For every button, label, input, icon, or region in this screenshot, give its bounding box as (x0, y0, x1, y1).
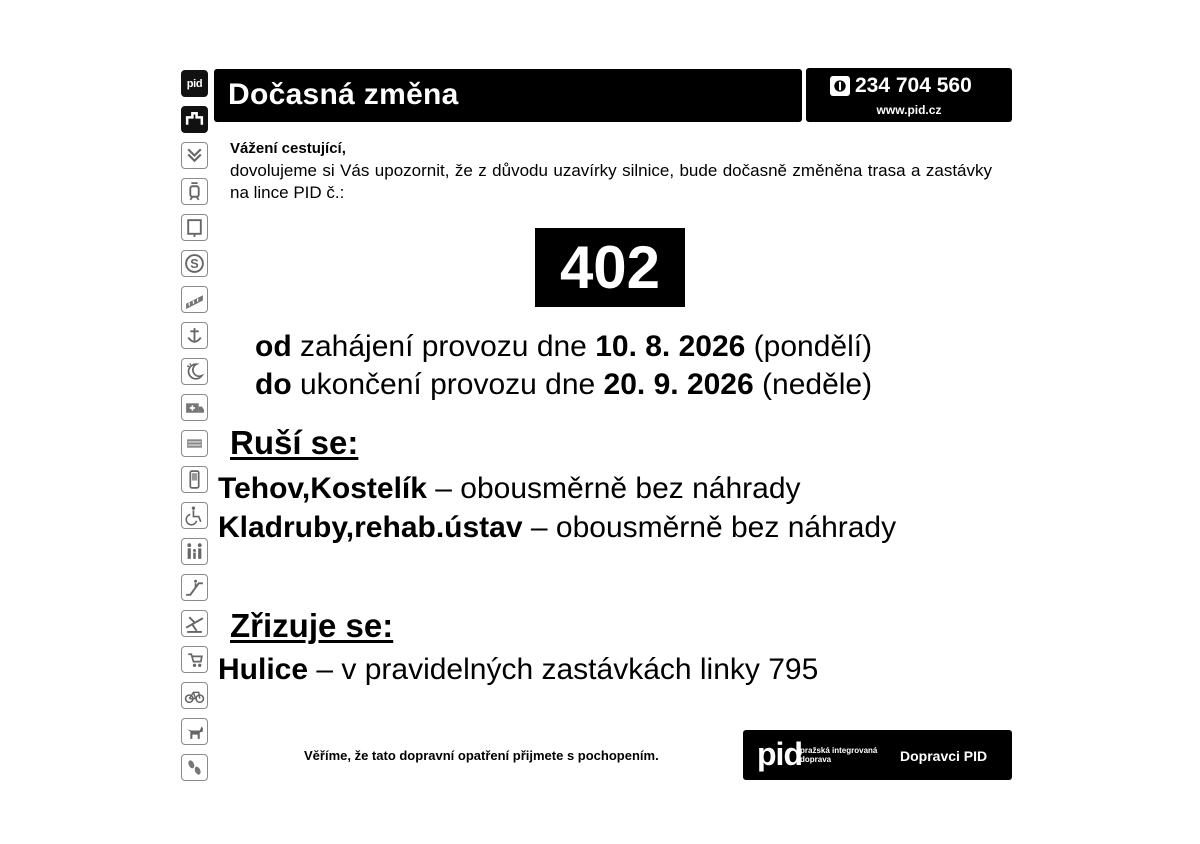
metro-icon (181, 142, 208, 169)
established-note: – v pravidelných zastávkách linky 795 (308, 653, 819, 686)
sign-icon (181, 430, 208, 457)
tariff-s-icon (181, 250, 208, 277)
pid-logo-subtitle (800, 746, 877, 764)
contact-box (806, 68, 1012, 122)
train-icon (181, 286, 208, 313)
airplane-icon (181, 610, 208, 637)
footer-note: Věříme, že tato dopravní opatření přijmete s pochopením. (304, 748, 659, 763)
title-bar (214, 69, 802, 122)
ambulance-icon (181, 394, 208, 421)
established-item (218, 651, 978, 689)
bus-stop-icon (181, 214, 208, 241)
date-to-row (255, 366, 872, 404)
cancelled-stop: Kladruby,rehab.ústav (218, 511, 523, 544)
stroller-icon (181, 646, 208, 673)
line-number-badge: 402 (535, 228, 685, 307)
pid-subtitle-line-1: pražská integrovaná (800, 746, 878, 755)
cancelled-item (218, 470, 918, 508)
cancelled-note: – obousměrně bez náhrady (522, 511, 897, 544)
dog-icon (181, 718, 208, 745)
info-phone-icon (830, 76, 850, 96)
cancelled-item (218, 509, 898, 547)
tram-icon (181, 178, 208, 205)
validity-dates (255, 328, 872, 404)
phone-device-icon (181, 466, 208, 493)
from-date: 10. 8. 2026 (595, 330, 746, 363)
cancelled-stop: Tehov,Kostelík (218, 472, 427, 505)
established-heading: Zřizuje se: (230, 607, 394, 644)
bus-icon (181, 106, 208, 133)
date-from-row (255, 328, 872, 366)
walking-icon (181, 754, 208, 781)
footer-brand-box (743, 730, 1012, 780)
from-day: (pondělí) (745, 330, 873, 363)
phone-row (830, 74, 972, 98)
pid-subtitle-line-2: doprava (800, 755, 832, 764)
from-keyword: od (255, 330, 292, 363)
greeting: Vážení cestující, (230, 140, 346, 157)
pid-logo-icon: pid (181, 70, 208, 97)
to-date: 20. 9. 2026 (603, 368, 754, 401)
wheelchair-icon (181, 502, 208, 529)
night-icon (181, 358, 208, 385)
from-text: zahájení provozu dne (291, 330, 596, 363)
website-link[interactable]: www.pid.cz (876, 103, 942, 117)
pid-logo: pid (757, 736, 802, 772)
family-icon (181, 538, 208, 565)
to-keyword: do (255, 368, 292, 401)
cancelled-heading: Ruší se: (230, 424, 359, 461)
carrier-label: Dopravci PID (900, 748, 988, 764)
ferry-icon (181, 322, 208, 349)
bicycle-icon (181, 682, 208, 709)
to-text: ukončení provozu dne (291, 368, 604, 401)
intro-text: dovolujeme si Vás upozornit, že z důvodu uzavírky silnice, bude dočasně změněna trasa a zastávky na lince PID č.: (230, 161, 992, 202)
cancelled-note: – obousměrně bez náhrady (426, 472, 801, 505)
phone-number: 234 704 560 (855, 74, 972, 97)
escalator-icon (181, 574, 208, 601)
established-stop: Hulice (218, 653, 309, 686)
page-title: Dočasná změna (228, 78, 459, 111)
to-day: (neděle) (753, 368, 873, 401)
svg-text:S: S (190, 257, 199, 272)
